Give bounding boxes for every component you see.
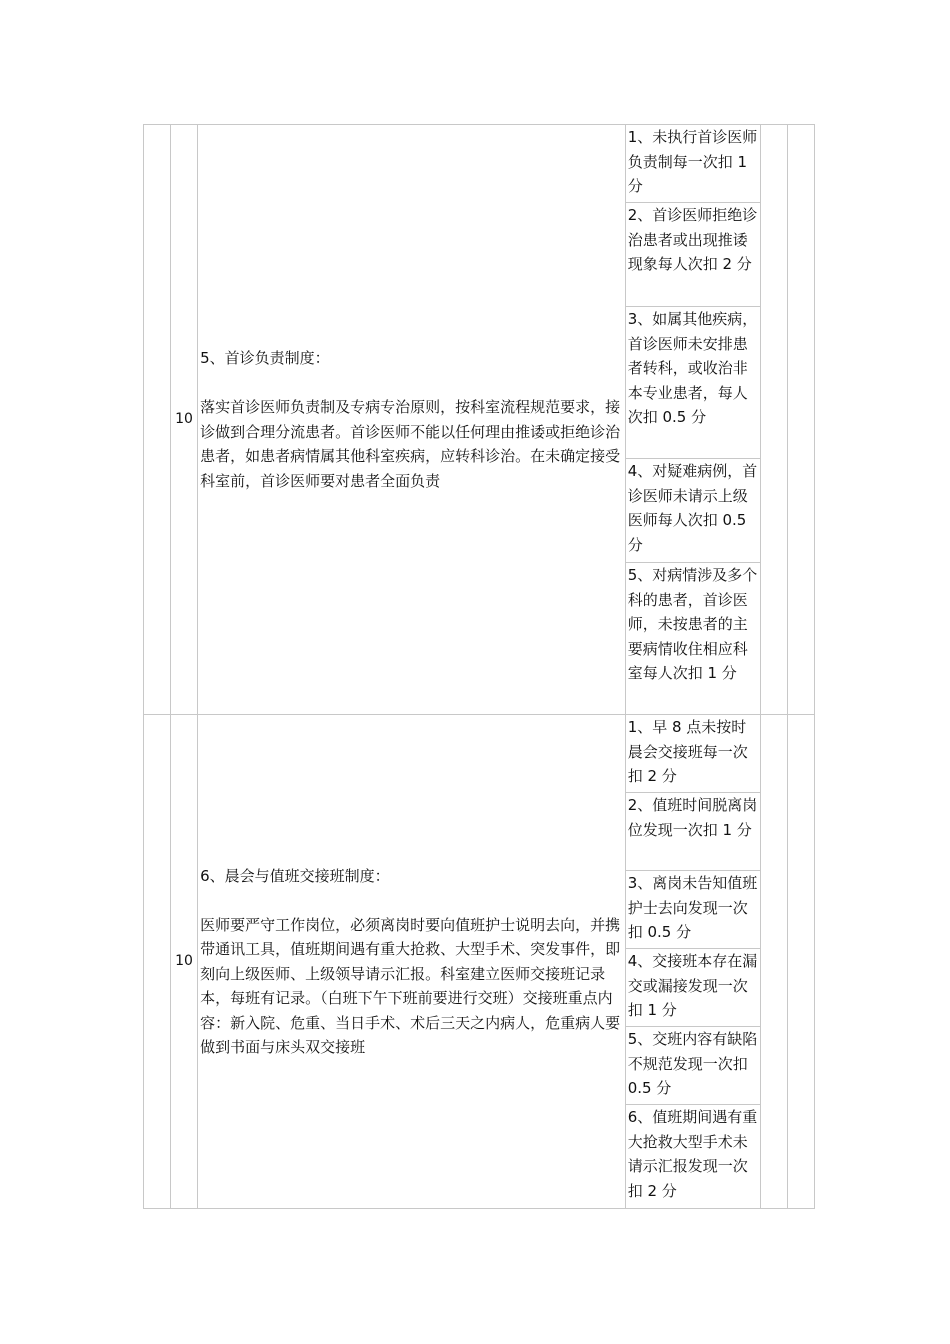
table-row xyxy=(144,125,815,203)
empty-cell xyxy=(787,125,814,715)
criterion-cell: 5、交班内容有缺陷不规范发现一次扣 0.5 分 xyxy=(625,1027,760,1105)
criterion-cell: 1、早 8 点未按时晨会交接班每一次扣 2 分 xyxy=(625,715,760,793)
index-cell xyxy=(144,715,171,1209)
section-title: 6、晨会与值班交接班制度： xyxy=(200,866,390,885)
criterion-cell: 4、对疑难病例，首诊医师未请示上级医师每人次扣 0.5 分 xyxy=(625,459,760,563)
index-cell xyxy=(144,125,171,715)
section-title: 5、首诊负责制度： xyxy=(200,349,330,367)
table-row xyxy=(144,715,815,793)
content-cell xyxy=(198,125,626,715)
empty-cell xyxy=(787,715,814,1209)
criterion-cell: 4、交接班本存在漏交或漏接发现一次扣 1 分 xyxy=(625,949,760,1027)
score-cell: 10 xyxy=(171,125,198,715)
content-cell xyxy=(198,715,626,1209)
criterion-cell: 6、值班期间遇有重大抢救大型手术未请示汇报发现一次扣 2 分 xyxy=(625,1105,760,1209)
empty-cell xyxy=(760,715,787,1209)
criterion-cell: 3、离岗未告知值班护士去向发现一次扣 0.5 分 xyxy=(625,871,760,949)
empty-cell xyxy=(760,125,787,715)
score-cell: 10 xyxy=(171,715,198,1209)
criterion-cell: 3、如属其他疾病，首诊医师未安排患者转科，或收治非本专业患者，每人次扣 0.5 分 xyxy=(625,307,760,459)
criterion-cell: 2、值班时间脱离岗位发现一次扣 1 分 xyxy=(625,793,760,871)
criterion-cell: 2、首诊医师拒绝诊治患者或出现推诿现象每人次扣 2 分 xyxy=(625,203,760,307)
evaluation-table xyxy=(143,124,815,1209)
section-body: 落实首诊医师负责制及专病专治原则，按科室流程规范要求，接诊做到合理分流患者。首诊医师不能以任何理由推诿或拒绝诊治患者，如患者病情属其他科室疾病，应转科诊治。在未确定接受科室前，首诊医师要对患者全面负责 xyxy=(200,398,621,490)
section-body: 医师要严守工作岗位，必须离岗时要向值班护士说明去向，并携带通讯工具，值班期间遇有重大抢救、大型手术、突发事件，即刻向上级医师、上级领导请示汇报。科室建立医师交接班记录本，每班有记录。（白班下午下班前要进行交班）交接班重点内容：新入院、危重、当日手术、术后三天之内病人，危重病人要做到书面与床头双交接班 xyxy=(200,915,621,1056)
criterion-cell: 1、未执行首诊医师负责制每一次扣 1 分 xyxy=(625,125,760,203)
criterion-cell: 5、对病情涉及多个科的患者，首诊医师，未按患者的主要病情收住相应科室每人次扣 1 分 xyxy=(625,563,760,715)
